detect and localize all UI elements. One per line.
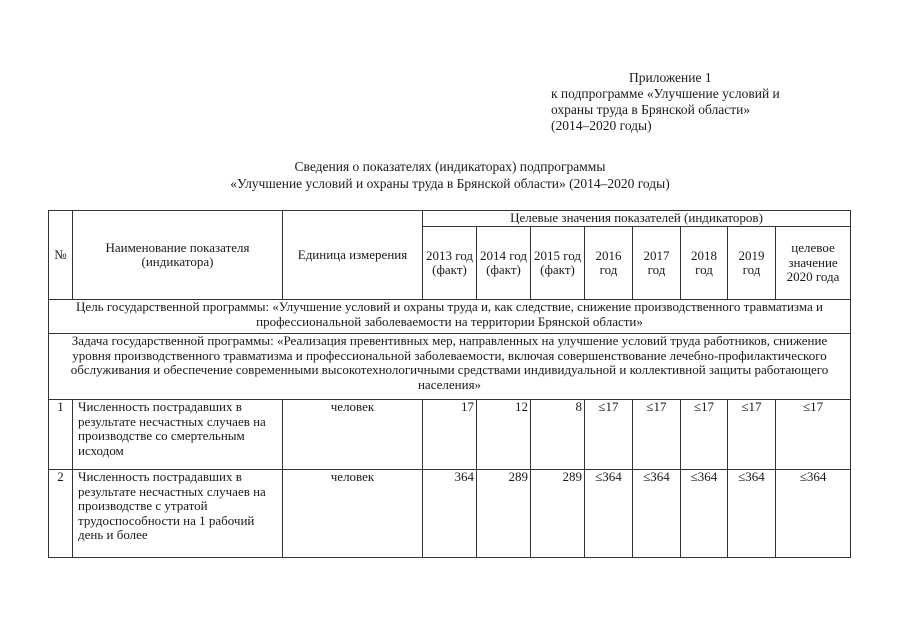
value-2020: ≤17 xyxy=(776,400,851,470)
row-number: 2 xyxy=(49,470,73,558)
header-year-2013: 2013 год (факт) xyxy=(423,227,477,300)
document-title xyxy=(150,158,750,192)
header-unit: Единица измерения xyxy=(283,211,423,300)
value-2016: ≤364 xyxy=(585,470,633,558)
header-target-values: Целевые значения показателей (индикаторов) xyxy=(423,211,851,227)
header-year-2014: 2014 год (факт) xyxy=(477,227,531,300)
indicators-table xyxy=(48,210,851,558)
row-number: 1 xyxy=(49,400,73,470)
table-row xyxy=(49,400,851,470)
header-year-2019: 2019 год xyxy=(728,227,776,300)
header-num: № xyxy=(49,211,73,300)
value-2018: ≤364 xyxy=(681,470,728,558)
value-2014: 12 xyxy=(477,400,531,470)
value-2015: 289 xyxy=(531,470,585,558)
appendix-line-3: охраны труда в Брянской области» xyxy=(551,102,751,117)
value-2013: 364 xyxy=(423,470,477,558)
header-year-2015: 2015 год (факт) xyxy=(531,227,585,300)
appendix-line-2: к подпрограмме «Улучшение условий и xyxy=(551,86,780,101)
value-2019: ≤17 xyxy=(728,400,776,470)
value-2015: 8 xyxy=(531,400,585,470)
unit-cell: человек xyxy=(283,470,423,558)
header-year-2016: 2016 год xyxy=(585,227,633,300)
header-name: Наименование показателя (индикатора) xyxy=(73,211,283,300)
value-2018: ≤17 xyxy=(681,400,728,470)
appendix-header xyxy=(551,70,871,134)
header-year-2020-target: целевое значение 2020 года xyxy=(776,227,851,300)
appendix-line-4: (2014–2020 годы) xyxy=(551,118,652,133)
header-year-2018: 2018 год xyxy=(681,227,728,300)
appendix-line-1: Приложение 1 xyxy=(629,70,712,85)
indicator-name: Численность пострадавших в результате несчастных случаев на производстве с утратой трудоспособности на 1 рабочий день и более xyxy=(73,470,283,558)
table-row xyxy=(49,470,851,558)
goal-row: Цель государственной программы: «Улучшение условий и охраны труда и, как следствие, снижение производственного травматизма и профессиональной заболеваемости на территории Брянской области» xyxy=(49,300,851,334)
value-2016: ≤17 xyxy=(585,400,633,470)
value-2017: ≤17 xyxy=(633,400,681,470)
value-2017: ≤364 xyxy=(633,470,681,558)
unit-cell: человек xyxy=(283,400,423,470)
value-2014: 289 xyxy=(477,470,531,558)
value-2020: ≤364 xyxy=(776,470,851,558)
indicator-name: Численность пострадавших в результате несчастных случаев на производстве со смертельным исходом xyxy=(73,400,283,470)
value-2013: 17 xyxy=(423,400,477,470)
title-line-2: «Улучшение условий и охраны труда в Брянской области» (2014–2020 годы) xyxy=(230,176,670,191)
value-2019: ≤364 xyxy=(728,470,776,558)
header-year-2017: 2017 год xyxy=(633,227,681,300)
title-line-1: Сведения о показателях (индикаторах) подпрограммы xyxy=(294,159,606,174)
task-row: Задача государственной программы: «Реализация превентивных мер, направленных на улучшение условий труда работников, снижение уровня производственного травматизма и профессиональной заболеваемости, включая совершенствование лечебно-профилактического обслуживания и обеспечение современными высокотехнологичными средствами индивидуальной и коллективной защиты работающего населения» xyxy=(49,334,851,400)
